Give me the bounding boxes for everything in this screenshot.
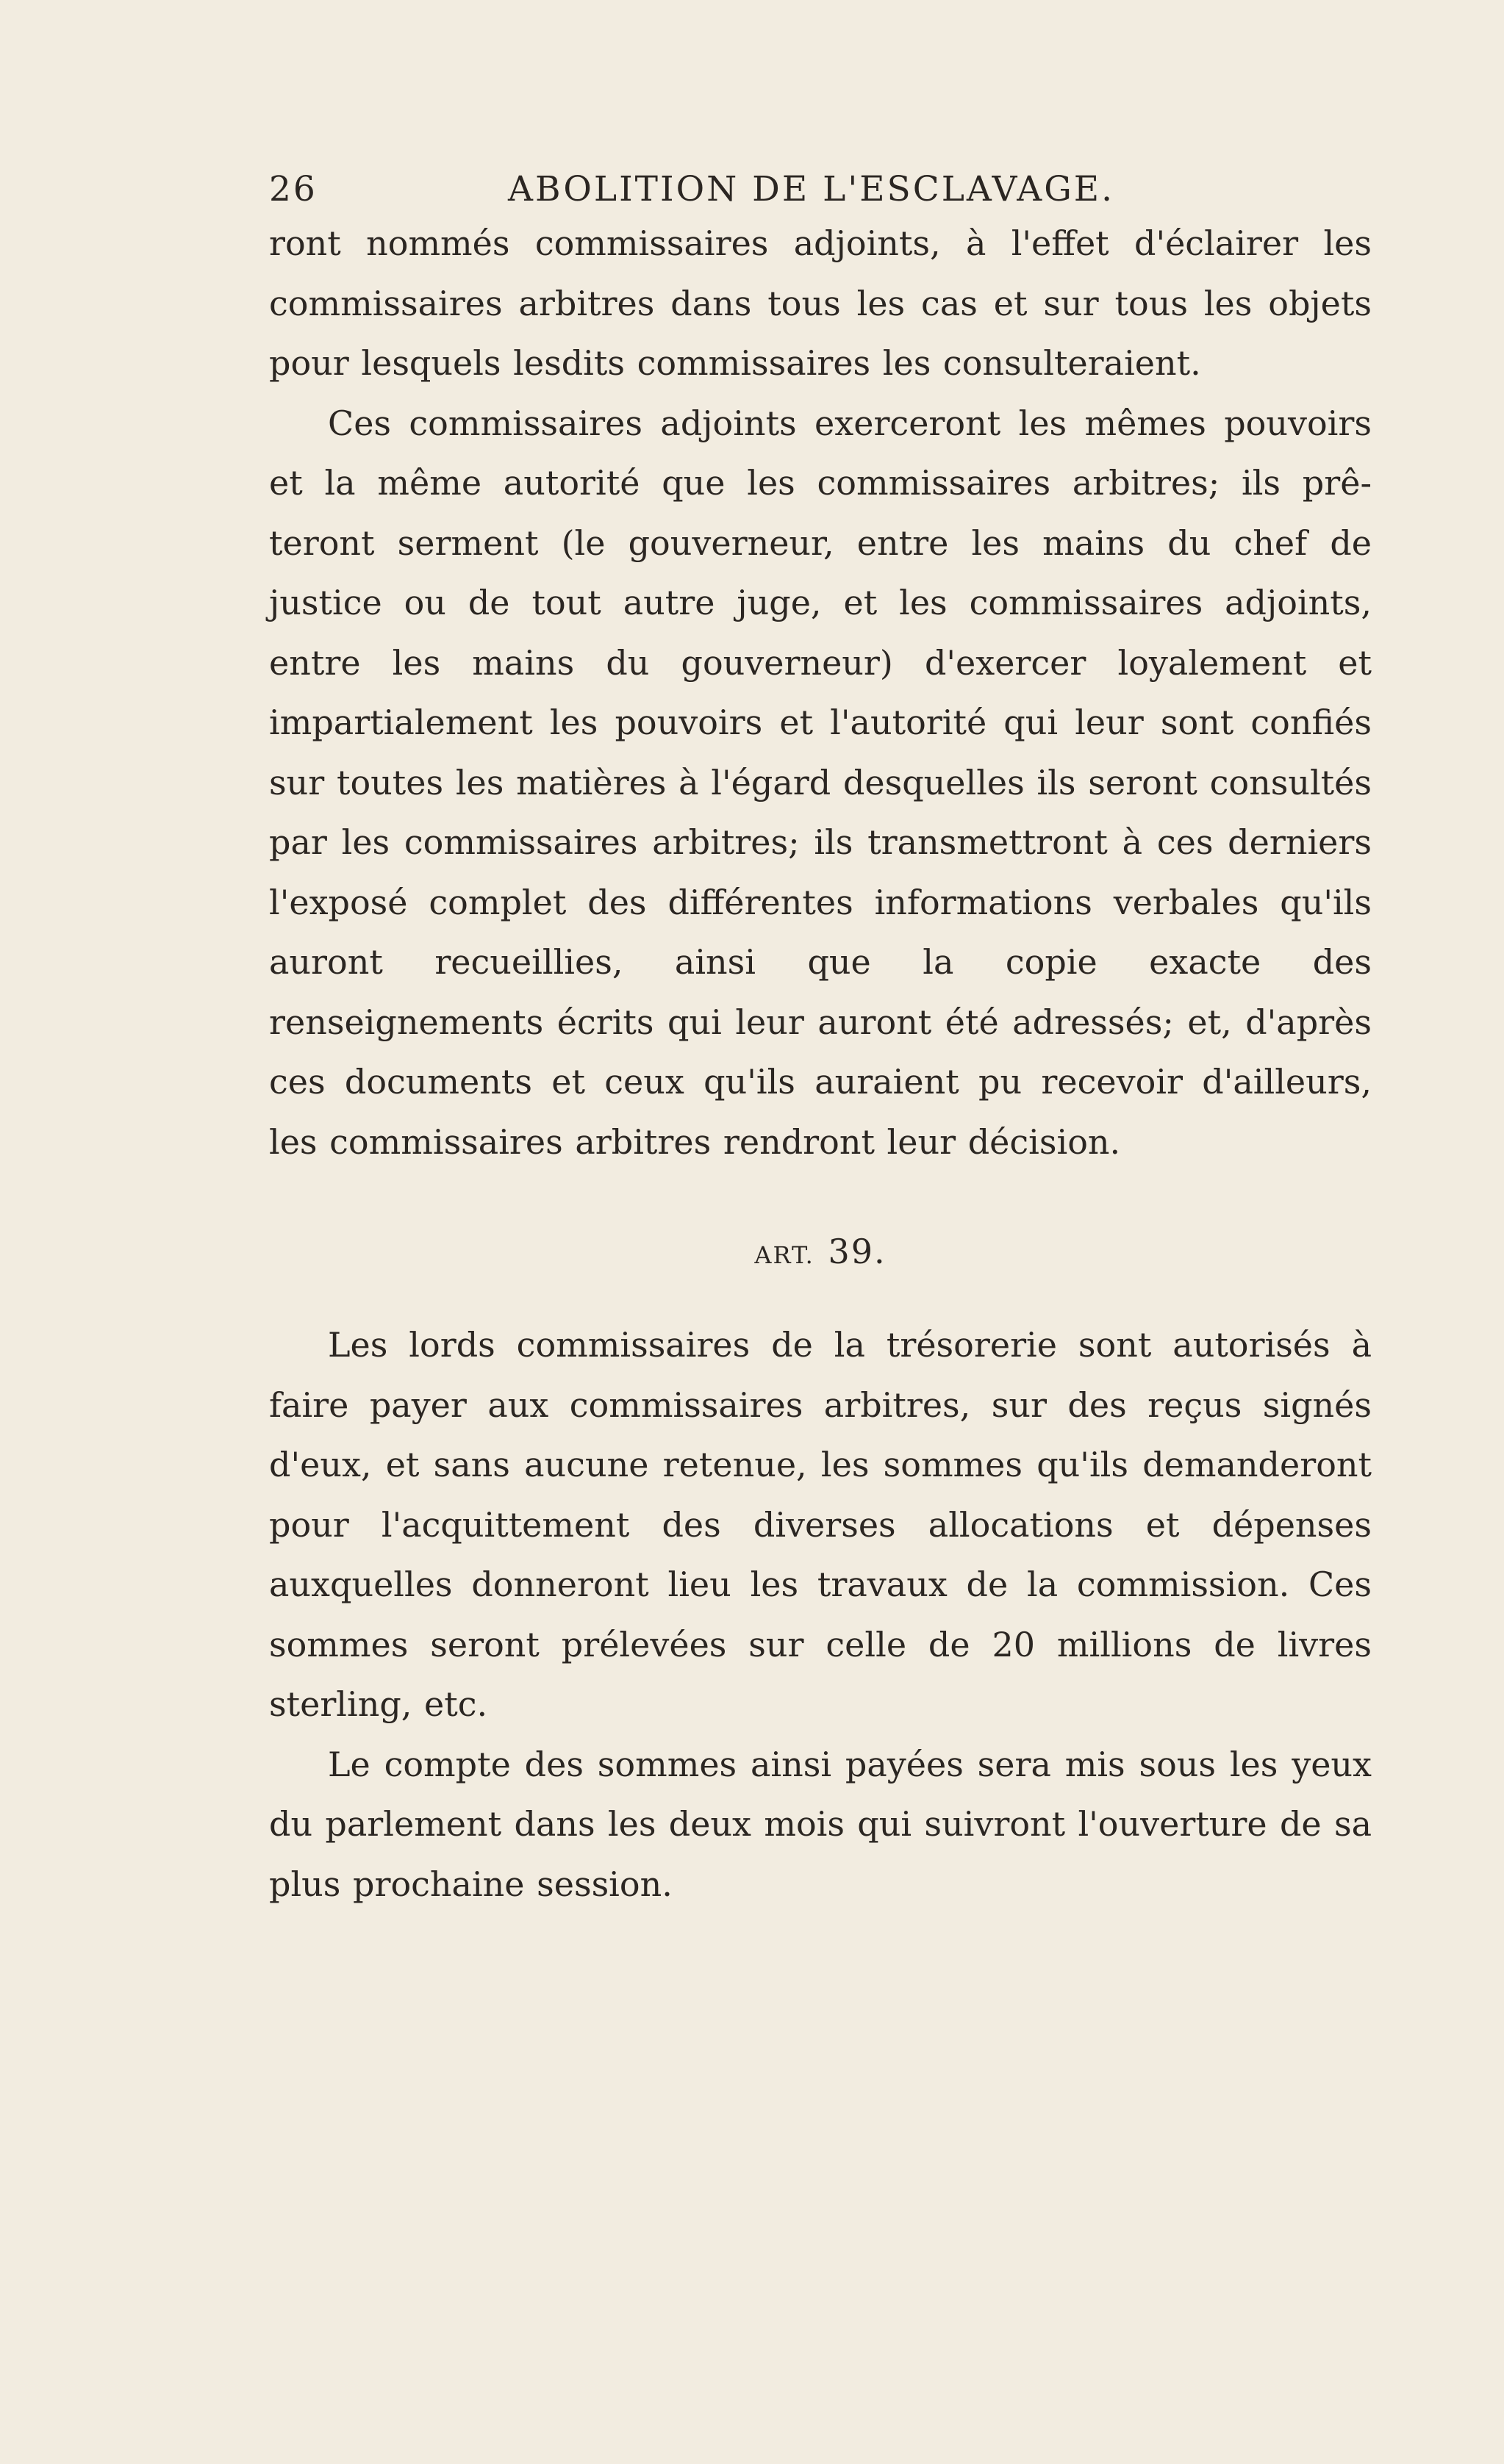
text-block (269, 165, 1372, 1914)
article-prefix: ART. (754, 1241, 814, 1269)
article-number: 39. (828, 1232, 887, 1271)
paragraph-parliament-account: Le compte des sommes ainsi payées sera mis sous les yeux du parlement dans les deux mois qui suivront l'ouverture de sa plus prochaine session. (269, 1744, 1372, 1904)
paragraph-adjoint-powers: Ces commissaires adjoints exerceront les mêmes pouvoirs et la même autorité que les commissaires arbitres; ils prêteront serment (le gouverneur, entre les mains du chef de justice ou de tout autre juge, et les commissaires adjoints, entre les mains du gouverneur) d'exercer loyalement et impartialement les pouvoirs et l'autorité qui leur sont confiés sur toutes les matières à l'égard desquelles ils seront consultés par les commissaires arbitres; ils transmettront à ces derniers l'exposé complet des différentes informations verbales qu'ils auront recueillies, ainsi que la copie exacte des renseignements écrits qui leur auront été adressés; et, d'après ces documents et ceux qu'ils auraient pu recevoir d'ailleurs, les commissaires arbitres rendront leur décision. (269, 403, 1372, 1162)
paragraph-treasury-payment: Les lords commissaires de la trésorerie sont autorisés à faire payer aux commissaires arbitres, sur des reçus signés d'eux, et sans aucune retenue, les sommes qu'ils demanderont pour l'acquittement des diverses allocations et dépenses auxquelles donneront lieu les travaux de la commission. Ces sommes seront prélevées sur celle de 20 millions de livres sterling, etc. (269, 1325, 1372, 1724)
body-text (269, 214, 1372, 1914)
article-heading (269, 1172, 1372, 1315)
paragraph-continuation: ront nommés commissaires adjoints, à l'effet d'éclairer les commissaires arbitres dans tous les cas et sur tous les objets pour lesquels lesdits commissaires les consulteraient. (269, 223, 1372, 383)
page-header (269, 165, 1372, 214)
page-number: 26 (269, 169, 318, 209)
running-title: ABOLITION DE L'ESCLAVAGE. (508, 169, 1115, 209)
